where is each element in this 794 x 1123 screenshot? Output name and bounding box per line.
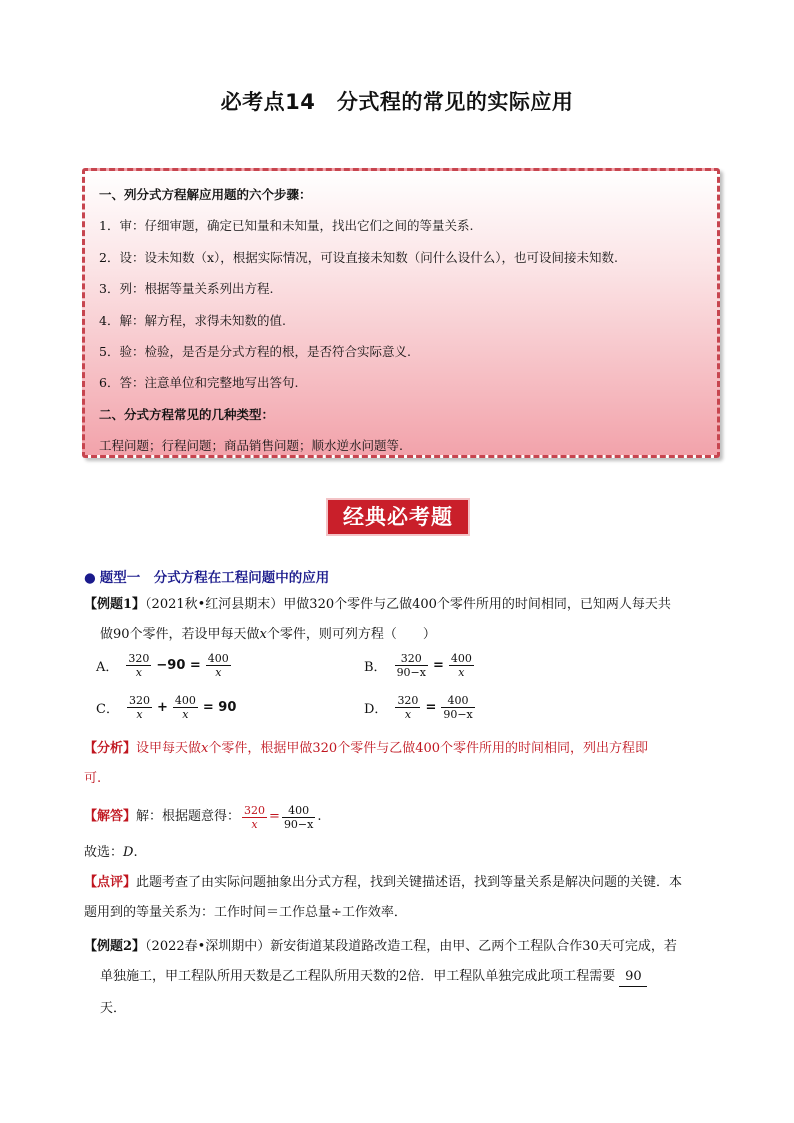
comment-line2: [84, 904, 407, 922]
denominator: x: [182, 708, 189, 721]
operator: =: [269, 809, 280, 824]
option-d: [364, 694, 477, 721]
choice-text: 故选：: [84, 845, 124, 860]
summary-line: 1．审：仔细审题，确定已知量和未知量，找出它们之间的等量关系.: [99, 218, 474, 234]
operator: = 90: [202, 700, 237, 715]
operator: +: [156, 700, 168, 715]
comment-text: 题用到的等量关系为：工作时间＝工作总量÷工作效率．: [84, 905, 407, 920]
denominator: 90−x: [443, 708, 473, 721]
analysis-text: 可.: [84, 771, 102, 786]
summary-line: 二、分式方程常见的几种类型：: [99, 406, 275, 422]
bullet-icon: ●: [84, 570, 96, 586]
example2-line3: [100, 1000, 126, 1018]
numerator: 400: [441, 694, 474, 708]
example-label: 【例题2】: [84, 939, 146, 954]
example-text: 天．: [100, 1001, 127, 1016]
denominator: x: [215, 666, 222, 679]
summary-line: 4．解：解方程，求得未知数的值.: [99, 312, 286, 328]
denominator: 90−x: [396, 666, 426, 679]
option-a: [96, 652, 233, 679]
analysis-line2: [84, 770, 101, 788]
numerator: 400: [174, 694, 196, 707]
variable: x: [201, 741, 209, 756]
answer-text: 解：根据题意得：: [136, 809, 241, 824]
option-label: D．: [364, 702, 388, 717]
comment-label: 【点评】: [84, 875, 137, 890]
denominator: x: [404, 708, 412, 721]
denominator: x: [136, 708, 143, 721]
numerator: 400: [450, 652, 472, 665]
analysis-label: 【分析】: [84, 741, 137, 756]
section-heading-text: 题型一 分式方程在工程问题中的应用: [99, 570, 330, 586]
numerator: 400: [207, 652, 229, 665]
denominator: x: [135, 666, 142, 679]
section-heading: [84, 566, 329, 586]
example-text: 个零件，则可列方程（ ）: [266, 627, 436, 642]
denominator: 90−x: [283, 817, 314, 831]
example2-line2: [100, 968, 647, 987]
numerator: 320: [244, 803, 266, 817]
operator: =: [432, 658, 444, 673]
option-c: [96, 694, 239, 721]
answer-line: [84, 800, 322, 834]
analysis-text: 设甲每天做: [136, 741, 202, 756]
summary-line: 6．答：注意单位和完整地写出答句.: [99, 375, 299, 391]
variable: x: [259, 627, 267, 642]
example-text: （2022春•深圳期中）新安街道某段道路改造工程，由甲、乙两个工程队合作30天可完成，若: [145, 939, 677, 954]
numerator: 320: [397, 694, 419, 707]
answer-label: 【解答】: [84, 809, 137, 824]
summary-line: 一、列分式方程解应用题的六个步骤：: [99, 187, 312, 202]
operator: −90 =: [156, 658, 201, 673]
numerator: 320: [128, 694, 150, 707]
choice-value: D: [123, 845, 134, 860]
numerator: 320: [128, 652, 150, 665]
option-label: B．: [364, 660, 387, 675]
example-text: 单独施工，甲工程队所用天数是乙工程队所用天数的2倍．甲工程队单独完成此项工程需要: [100, 969, 616, 984]
summary-line: 工程问题；行程问题；商品销售问题；顺水逆水问题等.: [99, 438, 403, 454]
denominator: x: [458, 666, 465, 679]
choice-text: .: [133, 845, 138, 860]
numerator: 400: [282, 804, 315, 818]
example2-line1: [84, 938, 677, 956]
comment-text: 此题考查了由实际问题抽象出分式方程，找到关键描述语，找到等量关系是解决问题的关键．本: [136, 875, 683, 890]
example1-line1: [84, 596, 671, 614]
option-label: A．: [96, 660, 119, 675]
example-label: 【例题1】: [84, 597, 146, 612]
summary-line: 5．验：检验，是否是分式方程的根，是否符合实际意义.: [99, 343, 411, 359]
option-b: [364, 652, 476, 679]
example1-line2: [100, 626, 436, 644]
analysis-line1: [84, 740, 648, 758]
choice-line: [84, 844, 138, 862]
summary-line: 3．列：根据等量关系列出方程.: [99, 281, 274, 297]
example-text: （2021秋•红河县期末）甲做320个零件与乙做400个零件所用的时间相同，已知两人每天共: [145, 597, 671, 612]
analysis-text: 个零件，根据甲做320个零件与乙做400个零件所用的时间相同，列出方程即: [208, 741, 649, 756]
section-banner: 经典必考题: [328, 500, 468, 534]
denominator: x: [251, 817, 258, 831]
operator: =: [425, 700, 437, 715]
comment-line1: [84, 874, 682, 892]
answer-blank: 90: [619, 968, 647, 987]
summary-box: [82, 168, 720, 458]
answer-text: .: [317, 809, 322, 824]
numerator: 320: [395, 652, 428, 666]
option-label: C．: [96, 702, 119, 717]
example-text: 做90个零件，若设甲每天做: [100, 627, 260, 642]
page-title: 必考点14 分式程的常见的实际应用: [220, 90, 574, 114]
summary-line: 2．设：设未知数（x），根据实际情况，可设直接未知数（问什么设什么），也可设间接未知数.: [99, 249, 618, 265]
